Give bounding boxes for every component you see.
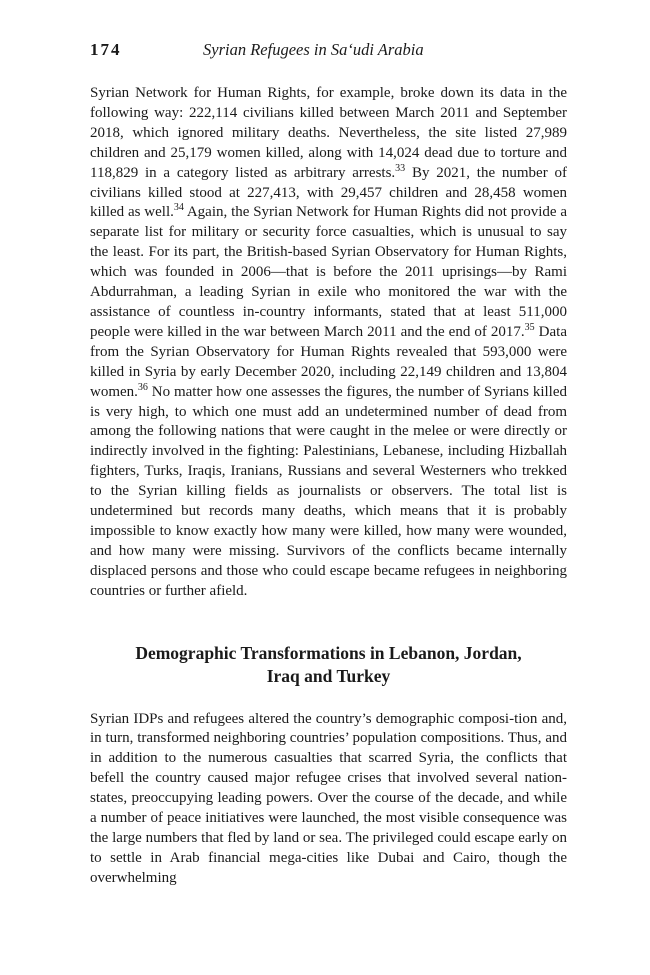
paragraph-text: By 2021, the number of civilians killed stood at 227,413, with 29,457 children and 28,458 women killed as well. xyxy=(90,164,567,221)
running-head xyxy=(90,40,567,68)
body-text xyxy=(90,84,567,889)
page-number: 174 xyxy=(90,40,122,59)
paragraph-text: Syrian Network for Human Rights, for example, broke down its data in the following way: 222,114 civilians killed between March 2011 and September 2018, which ignored military deaths. Nevertheless, the site listed 27,989 children and 25,179 women killed, along with 14,024 dead due to torture and 118,829 in a category listed as arbitrary arrests. xyxy=(90,85,567,181)
paragraph-demographics: Syrian IDPs and refugees altered the country’s demographic composi-tion and, in turn, transformed neighboring countries’ population compositions. Thus, and in addition to the numerous casualties that scarred Syria, the conflicts that befell the country caused major refugee crises that involved several nation-states, preoccupying leading powers. Over the course of the decade, and while a number of peace initiatives were launched, the most visible consequence was the large numbers that fled by land or sea. The privileged could escape early on to settle in Arab financial mega-cities like Dubai and Cairo, though the overwhelming xyxy=(90,710,567,886)
section-heading-line-2: Iraq and Turkey xyxy=(266,665,391,686)
footnote-marker-34[interactable]: 34 xyxy=(173,202,184,214)
paragraph-casualties xyxy=(90,84,567,602)
section-heading xyxy=(90,642,567,688)
paragraph-text: No matter how one assesses the figures, the number of Syrians killed is very high, to which one must add an undetermined number of dead from among the following nations that were caught in the melee or were directly or indirectly involved in the fighting: Palestinians, Lebanese, including Hizballah fighters, Turks, Iraqis, Iranians, Russians and several Westerners who trekked to the Syrian killing fields as journalists or observers. The total list is undetermined but records many deaths, which means that it is probably impossible to know exactly how many were killed, how many were wounded, and how many were missing. Survivors of the conflicts became internally displaced persons and those who could escape became refugees in neighboring countries or further afield. xyxy=(90,383,567,599)
paragraph-text: Again, the Syrian Network for Human Rights did not provide a separate list for military or security force casualties, which is unusual to say the least. For its part, the British-based Syrian Observatory for Human Rights, which was founded in 2006—that is before the 2011 uprisings—by Rami Abdurrahman, a leading Syrian in exile who monitored the war with the assistance of countless in-country informants, stated that at least 511,000 people were killed in the war between March 2011 and the end of 2017. xyxy=(90,204,567,340)
footnote-marker-33[interactable]: 33 xyxy=(395,162,406,174)
running-title: Syrian Refugees in Sa‘udi Arabia xyxy=(203,40,424,59)
section-heading-line-1: Demographic Transformations in Lebanon, Jordan, xyxy=(135,642,522,663)
paragraph-text: Data from the Syrian Observatory for Human Rights revealed that 593,000 were killed in Syria by early December 2020, including 22,149 children and 13,804 women. xyxy=(90,323,567,400)
footnote-marker-36[interactable]: 36 xyxy=(137,381,148,393)
footnote-marker-35[interactable]: 35 xyxy=(524,321,535,333)
book-page xyxy=(90,40,567,889)
